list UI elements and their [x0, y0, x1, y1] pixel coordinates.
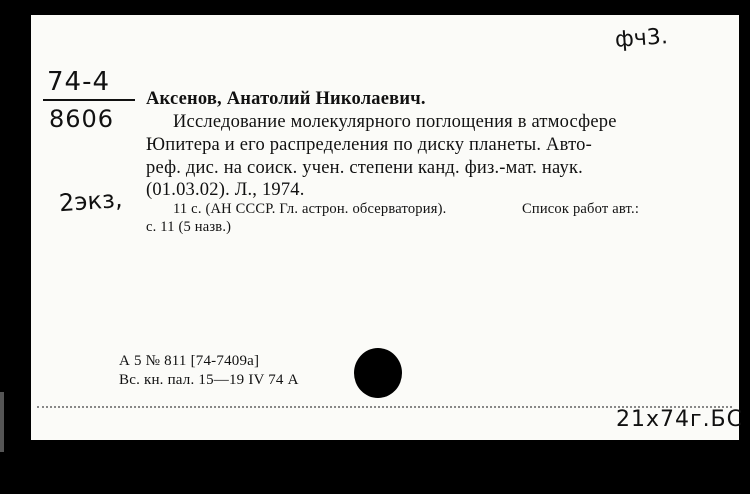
catalog-card: [31, 15, 744, 440]
catalog-line-1: А 5 № 811 [74-7409а]: [119, 353, 260, 369]
record-author: Аксенов, Анатолий Николаевич.: [146, 89, 426, 109]
handwritten-shelf-mark: 74-4: [47, 67, 111, 97]
record-details-line-1-tail: Список работ авт.:: [522, 201, 640, 217]
handwritten-top-note: фч3.: [614, 24, 669, 53]
handwritten-inventory-number: 8606: [49, 105, 115, 133]
record-title-line-2: Юпитера и его распределения по диску планеты. Авто-: [146, 135, 592, 155]
record-details-line-2: с. 11 (5 назв.): [146, 219, 232, 235]
record-title-line-1: Исследование молекулярного поглощения в атмосфере: [173, 112, 617, 132]
ink-blot: [354, 348, 402, 398]
record-details-line-1: 11 с. (АН СССР. Гл. астрон. обсерватория).: [173, 201, 447, 217]
left-edge-mark: [0, 392, 4, 452]
handwritten-copies-note: 2экз,: [58, 184, 124, 218]
handwritten-bottom-note: 21х74г.БС: [616, 407, 744, 432]
shelf-mark-rule: [43, 99, 135, 101]
record-title-line-4: (01.03.02). Л., 1974.: [146, 180, 305, 200]
catalog-line-2: Вс. кн. пал. 15—19 IV 74 А: [119, 372, 299, 388]
record-title-line-3: реф. дис. на соиск. учен. степени канд. физ.-мат. наук.: [146, 158, 583, 178]
